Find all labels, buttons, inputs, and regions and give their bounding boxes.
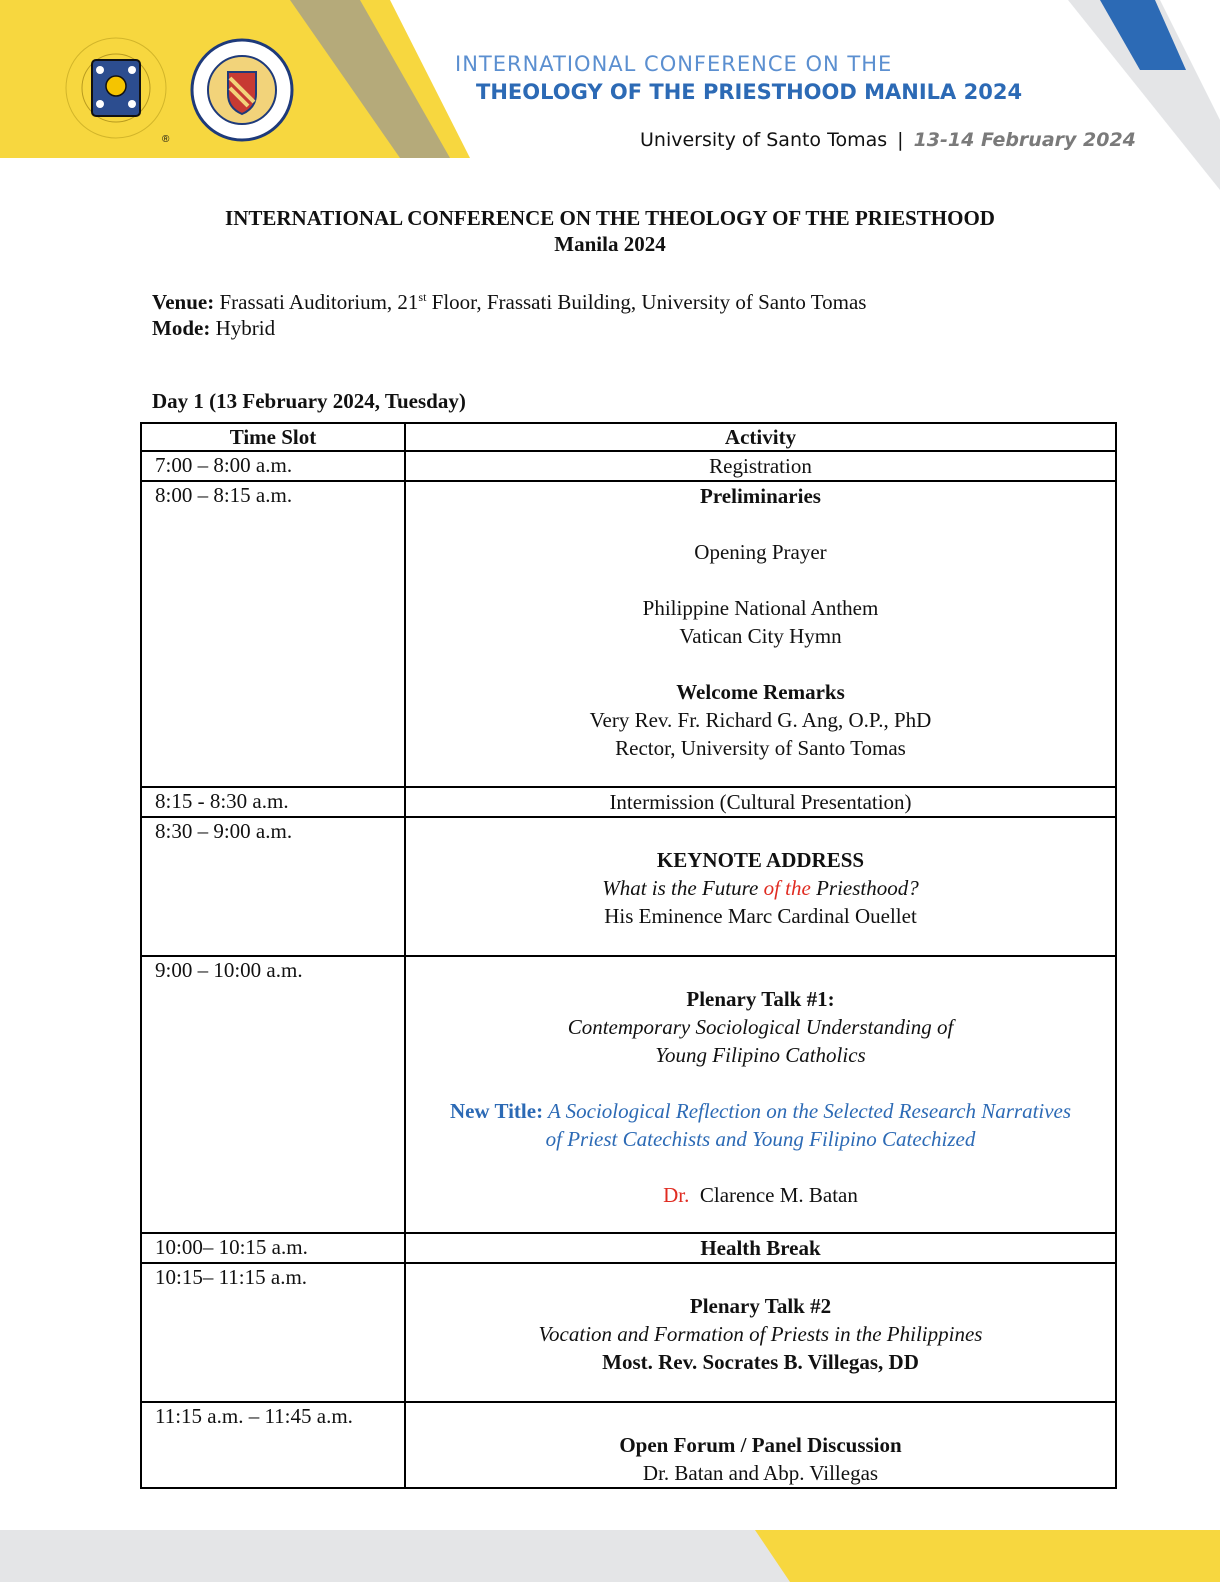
activity-registration: Registration xyxy=(405,451,1116,481)
ust-seal-logo xyxy=(64,36,168,140)
time-slot: 8:30 – 9:00 a.m. xyxy=(141,817,405,956)
activity-plenary-1 xyxy=(405,956,1116,1233)
time-slot: 10:15– 11:15 a.m. xyxy=(141,1263,405,1402)
time-slot: 10:00– 10:15 a.m. xyxy=(141,1233,405,1263)
schedule-table xyxy=(140,422,1117,1489)
plenary-1-title-line1: Contemporary Sociological Understanding of xyxy=(567,1015,954,1039)
venue-label: Venue: xyxy=(152,290,215,314)
table-row xyxy=(141,956,1116,1233)
opening-prayer: Opening Prayer xyxy=(694,540,827,564)
ateneo-seal-logo xyxy=(190,38,294,142)
table-row xyxy=(141,817,1116,956)
activity-open-forum xyxy=(405,1402,1116,1488)
welcome-speaker-role: Rector, University of Santo Tomas xyxy=(615,736,906,760)
keynote-title-part2: of the xyxy=(763,876,811,900)
venue-text-post: Floor, Frassati Building, University of Santo Tomas xyxy=(426,290,867,314)
welcome-remarks-heading: Welcome Remarks xyxy=(676,680,845,704)
header-activity: Activity xyxy=(405,423,1116,451)
new-title-line2: of Priest Catechists and Young Filipino Catechized xyxy=(545,1127,976,1151)
mode-value: Hybrid xyxy=(210,316,276,340)
welcome-speaker: Very Rev. Fr. Richard G. Ang, O.P., PhD xyxy=(589,708,932,732)
mode-line xyxy=(152,315,866,341)
venue-line xyxy=(152,284,866,315)
header-university: University of Santo Tomas xyxy=(640,129,888,151)
document-title-line2: Manila 2024 xyxy=(554,232,666,256)
keynote-speaker: His Eminence Marc Cardinal Ouellet xyxy=(604,904,917,928)
header-venue-dates xyxy=(640,129,1136,151)
document-title-line1: INTERNATIONAL CONFERENCE ON THE THEOLOGY OF THE PRIESTHOOD xyxy=(225,206,995,230)
plenary-1-heading: Plenary Talk #1: xyxy=(686,987,835,1011)
keynote-title-part1: What is the Future xyxy=(602,876,764,900)
national-anthem: Philippine National Anthem xyxy=(642,596,879,620)
plenary-2-title: Vocation and Formation of Priests in the Philippines xyxy=(538,1322,983,1346)
table-row xyxy=(141,451,1116,481)
venue-sup: st xyxy=(418,290,427,304)
venue-text-pre: Frassati Auditorium, 21 xyxy=(214,290,419,314)
activity-preliminaries xyxy=(405,481,1116,787)
activity-plenary-2 xyxy=(405,1263,1116,1402)
activity-keynote xyxy=(405,817,1116,956)
activity-intermission: Intermission (Cultural Presentation) xyxy=(405,787,1116,817)
open-forum-heading: Open Forum / Panel Discussion xyxy=(619,1433,902,1457)
time-slot: 11:15 a.m. – 11:45 a.m. xyxy=(141,1402,405,1488)
keynote-title xyxy=(406,874,1115,902)
keynote-heading: KEYNOTE ADDRESS xyxy=(656,848,865,872)
vatican-hymn: Vatican City Hymn xyxy=(679,624,842,648)
header-title-line1: INTERNATIONAL CONFERENCE ON THE xyxy=(455,52,893,76)
plenary-1-speaker xyxy=(406,1181,1115,1209)
day-title: Day 1 (13 February 2024, Tuesday) xyxy=(152,389,466,413)
time-slot: 8:00 – 8:15 a.m. xyxy=(141,481,405,787)
speaker-name: Clarence M. Batan xyxy=(689,1183,858,1207)
event-meta xyxy=(152,284,866,341)
footer-decoration xyxy=(0,1530,1220,1582)
activity-health-break: Health Break xyxy=(405,1233,1116,1263)
plenary-1-title-line2: Young Filipino Catholics xyxy=(655,1043,866,1067)
header-time-slot: Time Slot xyxy=(141,423,405,451)
table-row xyxy=(141,1402,1116,1488)
keynote-title-part3: Priesthood? xyxy=(810,876,919,900)
table-row xyxy=(141,481,1116,787)
registered-mark: ® xyxy=(162,134,170,145)
header-title-line2: THEOLOGY OF THE PRIESTHOOD MANILA 2024 xyxy=(476,80,1023,104)
document-title xyxy=(0,205,1220,257)
header-separator: | xyxy=(897,129,904,151)
time-slot: 7:00 – 8:00 a.m. xyxy=(141,451,405,481)
preliminaries-heading: Preliminaries xyxy=(700,484,821,508)
mode-label: Mode: xyxy=(152,316,211,340)
plenary-1-new-title xyxy=(406,1097,1115,1125)
new-title-line1: A Sociological Reflection on the Selected Research Narratives xyxy=(543,1099,1072,1123)
table-header-row xyxy=(141,423,1116,451)
time-slot: 9:00 – 10:00 a.m. xyxy=(141,956,405,1233)
new-title-label: New Title: xyxy=(449,1099,544,1123)
table-row xyxy=(141,787,1116,817)
speaker-prefix: Dr. xyxy=(663,1183,690,1207)
table-row xyxy=(141,1233,1116,1263)
table-row xyxy=(141,1263,1116,1402)
header-dates: 13-14 February 2024 xyxy=(913,129,1136,151)
time-slot: 8:15 - 8:30 a.m. xyxy=(141,787,405,817)
open-forum-speakers: Dr. Batan and Abp. Villegas xyxy=(642,1461,879,1485)
plenary-2-heading: Plenary Talk #2 xyxy=(689,1294,832,1318)
plenary-2-speaker: Most. Rev. Socrates B. Villegas, DD xyxy=(602,1350,919,1374)
